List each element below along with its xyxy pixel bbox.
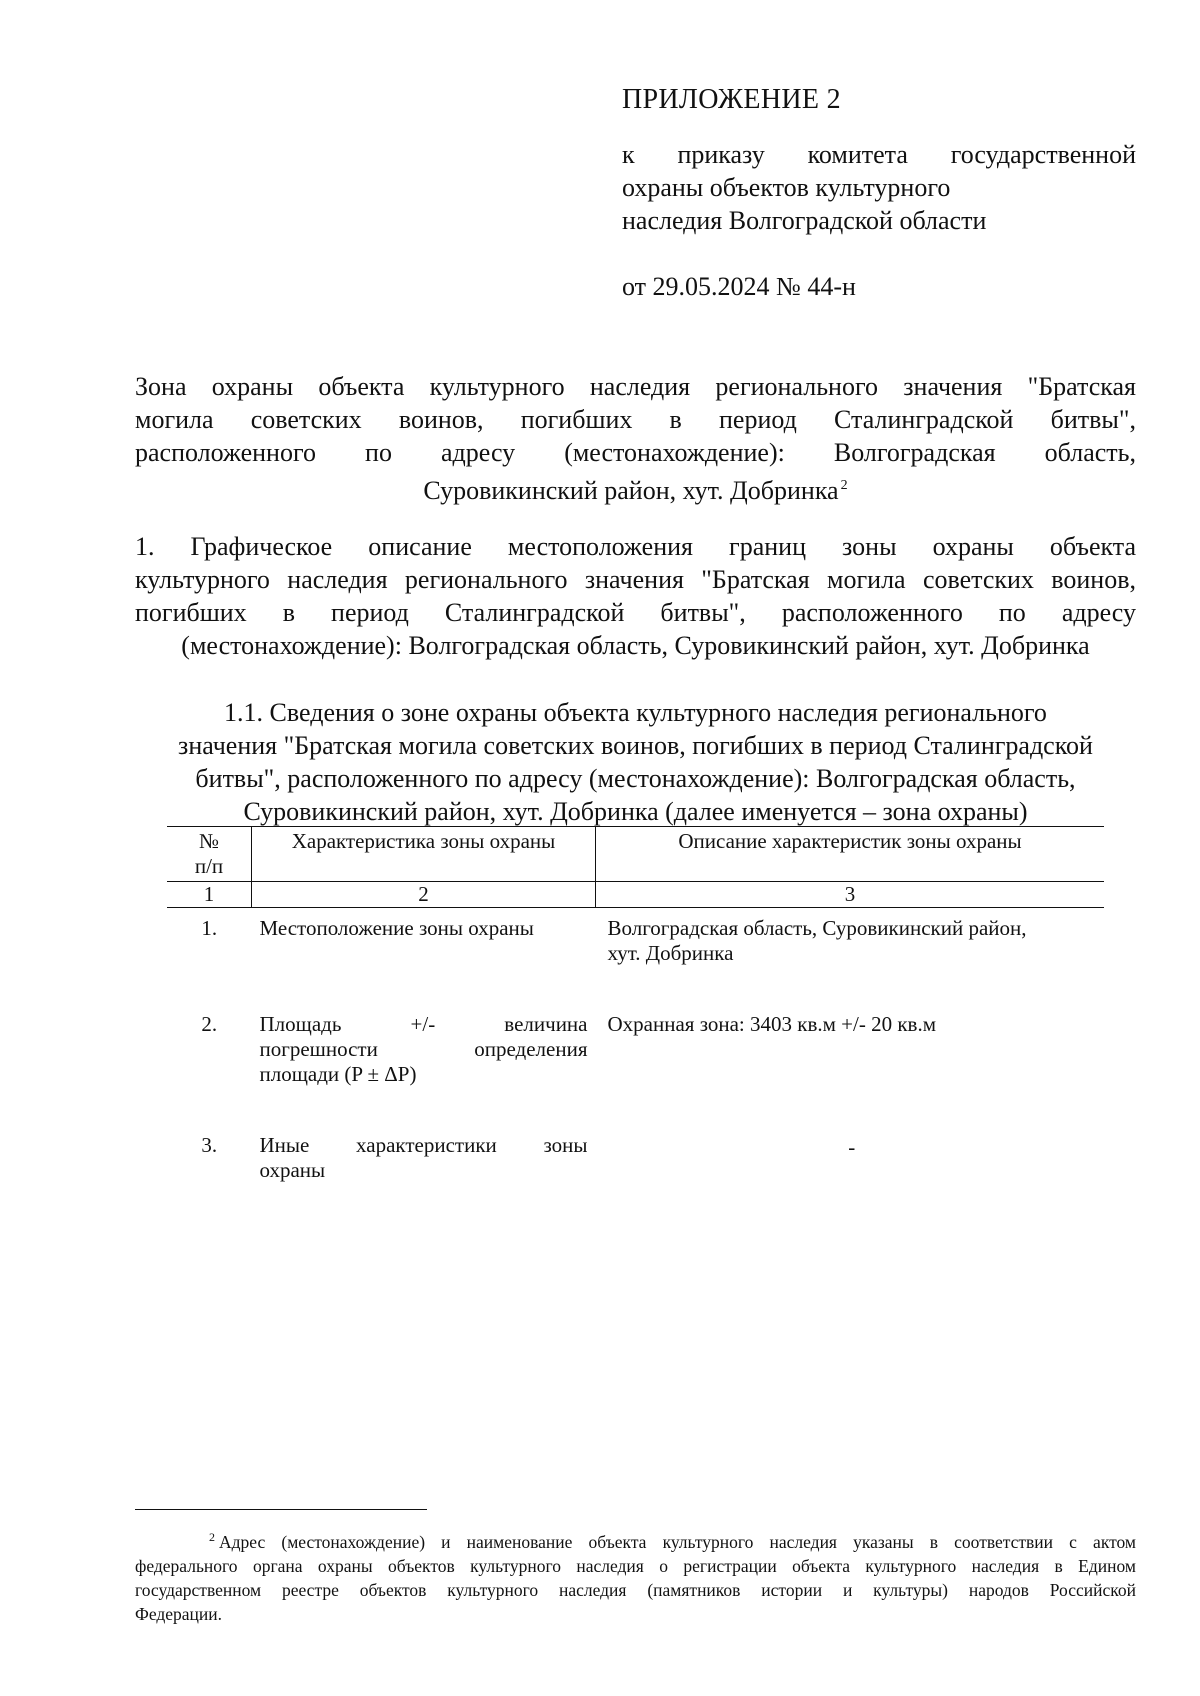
characteristic-line: Иные характеристики зоны: [259, 1133, 588, 1157]
row-number: 3.: [201, 1133, 218, 1157]
protection-zone-table: [167, 826, 1104, 1183]
column-number: 1: [167, 882, 252, 908]
column-number-row: [167, 882, 1104, 908]
row-number: 1.: [201, 916, 218, 940]
title-line: Суровикинский район, хут. Добринка: [423, 476, 839, 505]
footnote-line: Адрес (местонахождение) и наименование объекта культурного наследия указаны в соответствии с актом: [219, 1532, 1136, 1552]
section-1-line: (местонахождение): Волгоградская область, Суровикинский район, хут. Добринка: [181, 631, 1090, 660]
title-line: могила советских воинов, погибших в период Сталинградской битвы",: [135, 405, 1136, 434]
characteristic-line: Площадь +/- величина: [259, 1012, 588, 1036]
footnote: [135, 1525, 1136, 1626]
characteristic-line: Местоположение зоны охраны: [259, 916, 534, 940]
section-1-1-line: 1.1. Сведения о зоне охраны объекта культурного наследия регионального: [224, 698, 1047, 727]
section-1-1-line: значения "Братская могила советских воинов, погибших в период Сталинградской: [178, 731, 1093, 760]
header-number: [167, 827, 252, 882]
appendix-title: ПРИЛОЖЕНИЕ 2: [622, 84, 841, 115]
footnote-line: Федерации.: [135, 1604, 223, 1624]
section-1-paragraph: [135, 530, 1136, 662]
row-characteristic: [252, 1125, 596, 1183]
section-1-line: погибших в период Сталинградской битвы", расположенного по адресу: [135, 598, 1136, 627]
footnote-reference: 2: [840, 478, 848, 493]
footnote-mark: 2: [209, 1530, 215, 1544]
table-row: [167, 1004, 1104, 1087]
column-number: 3: [596, 882, 1105, 908]
section-1-line: культурного наследия регионального значения "Братская могила советских воинов,: [135, 565, 1136, 594]
section-1-1-heading: [135, 696, 1136, 828]
section-1-1-line: битвы", расположенного по адресу (местонахождение): Волгоградская область,: [195, 764, 1076, 793]
appendix-order-line: охраны объектов культурного: [622, 173, 951, 202]
column-number: 2: [252, 882, 596, 908]
footnote-line: государственном реестре объектов культурного наследия (памятников истории и культуры) народов Российской: [135, 1580, 1136, 1600]
section-1-1-line: Суровикинский район, хут. Добринка (далее именуется – зона охраны): [243, 797, 1028, 826]
footnote-line: федерального органа охраны объектов культурного наследия о регистрации объекта культурного наследия в Едином: [135, 1556, 1136, 1576]
characteristic-line: площади (P ± ΔP): [259, 1062, 417, 1086]
characteristic-line: погрешности определения: [259, 1037, 588, 1061]
description-line: Охранная зона: 3403 кв.м +/- 20 кв.м: [607, 1012, 936, 1036]
row-characteristic: [252, 1004, 596, 1087]
title-line-last: [135, 469, 1136, 507]
header-number-line: №: [198, 829, 220, 853]
table-row: [167, 908, 1104, 967]
appendix-order-line: наследия Волгоградской области: [622, 206, 987, 235]
header-number-line: п/п: [194, 854, 224, 878]
row-description: [596, 1125, 1105, 1183]
row-number: 2.: [201, 1012, 218, 1036]
description-line: -: [848, 1135, 856, 1159]
row-characteristic: [252, 908, 596, 967]
description-line: Волгоградская область, Суровикинский район,: [607, 916, 1027, 940]
section-1-line: 1. Графическое описание местоположения границ зоны охраны объекта: [135, 532, 1136, 561]
appendix-order-reference: [622, 138, 1136, 237]
table-row: [167, 1125, 1104, 1183]
characteristic-line: охраны: [259, 1158, 326, 1182]
footnote-separator: [135, 1509, 427, 1510]
table-header-row: [167, 827, 1104, 882]
title-line: Зона охраны объекта культурного наследия регионального значения "Братская: [135, 372, 1136, 401]
appendix-order-line: к приказу комитета государственной: [622, 140, 1136, 169]
description-line: хут. Добринка: [607, 941, 734, 965]
footnote-line-first: [135, 1525, 1136, 1554]
title-line: расположенного по адресу (местонахождение): Волгоградская область,: [135, 438, 1136, 467]
appendix-date: от 29.05.2024 № 44-н: [622, 272, 856, 301]
row-description: [596, 1004, 1105, 1087]
header-characteristic: Характеристика зоны охраны: [252, 827, 596, 882]
document-title: [135, 370, 1136, 507]
row-description: [596, 908, 1105, 967]
header-description: Описание характеристик зоны охраны: [596, 827, 1105, 882]
